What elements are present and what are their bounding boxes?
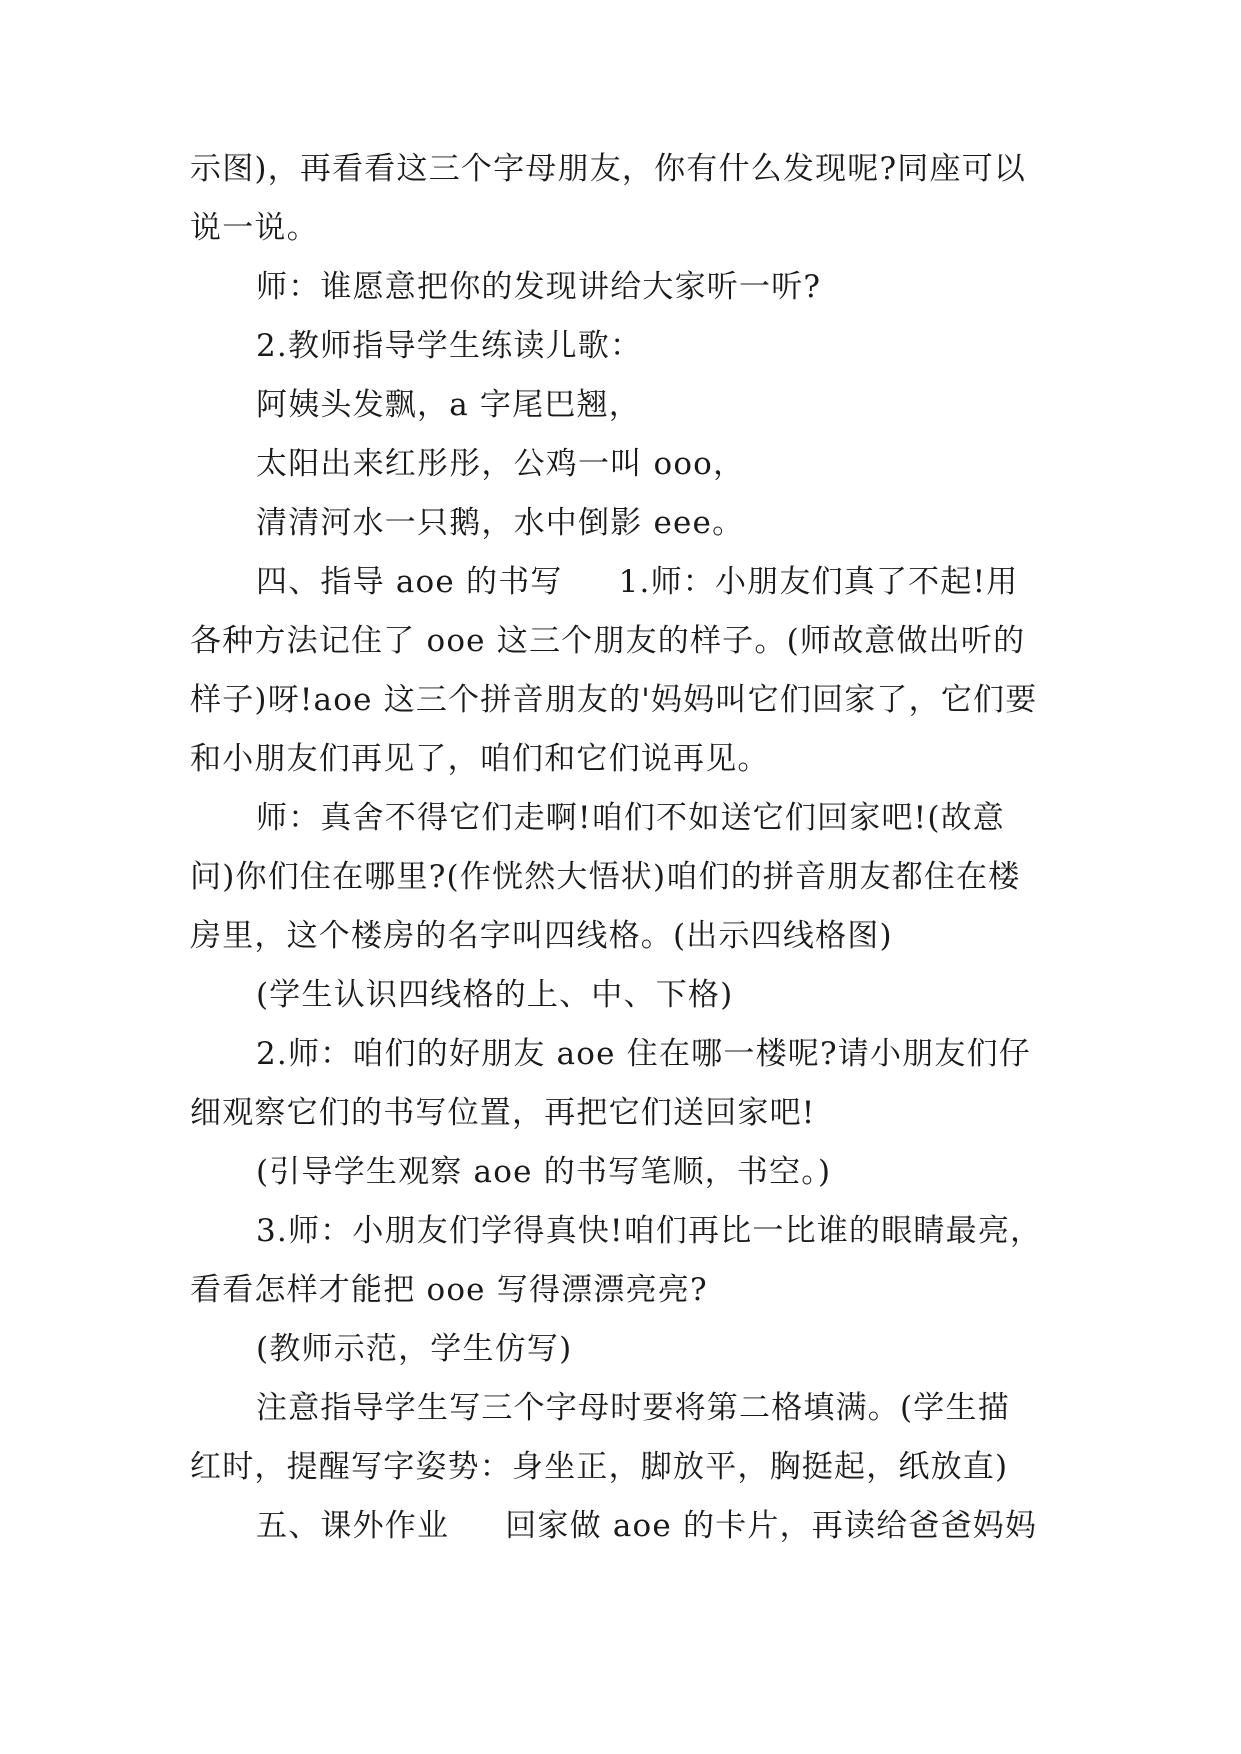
paragraph-line: 红时，提醒写字姿势：身坐正，脚放平，胸挺起，纸放直): [190, 1449, 1009, 1485]
paragraph-line: 各种方法记住了 ooe 这三个朋友的样子。(师故意做出听的: [190, 623, 1026, 659]
paragraph-line: 师：谁愿意把你的发现讲给大家听一听?: [256, 269, 822, 305]
paragraph-line: (教师示范，学生仿写): [256, 1331, 573, 1367]
paragraph-line: 2.师：咱们的好朋友 aoe 住在哪一楼呢?请小朋友们仔: [256, 1036, 1031, 1072]
section-heading-line: [190, 1497, 1060, 1556]
paragraph-line: (学生认识四线格的上、中、下格): [256, 977, 734, 1013]
paragraph-line: 看看怎样才能把 ooe 写得漂漂亮亮?: [190, 1272, 708, 1308]
paragraph-line: 样子)呀!aoe 这三个拼音朋友的'妈妈叫它们回家了，它们要: [190, 682, 1038, 718]
poem-line: 阿姨头发飘，a 字尾巴翘，: [256, 387, 641, 423]
section-heading: 五、课外作业: [256, 1508, 450, 1544]
paragraph-line: 房里，这个楼房的名字叫四线格。(出示四线格图): [190, 918, 893, 954]
poem-line: 清清河水一只鹅，水中倒影 eee。: [256, 505, 745, 541]
paragraph-line: 细观察它们的书写位置，再把它们送回家吧!: [190, 1095, 816, 1131]
paragraph-line: 注意指导学生写三个字母时要将第二格填满。(学生描: [256, 1390, 1010, 1426]
paragraph-line: 3.师：小朋友们学得真快!咱们再比一比谁的眼睛最亮，: [256, 1213, 1043, 1249]
paragraph-line: 和小朋友们再见了，咱们和它们说再见。: [190, 741, 770, 777]
document-body: [190, 140, 1060, 1556]
paragraph-text: 回家做 aoe 的卡片，再读给爸爸妈妈: [505, 1508, 1038, 1544]
paragraph-line: 师：真舍不得它们走啊!咱们不如送它们回家吧!(故意: [256, 800, 1006, 836]
section-heading-line: [190, 553, 1060, 612]
paragraph-line: 2.教师指导学生练读儿歌：: [256, 328, 643, 364]
paragraph-line: (引导学生观察 aoe 的书写笔顺，书空。): [256, 1154, 832, 1190]
paragraph-line: 示图)，再看看这三个字母朋友，你有什么发现呢?同座可以: [190, 151, 1027, 187]
section-heading: 四、指导 aoe 的书写: [256, 564, 563, 600]
paragraph-text: 1.师：小朋友们真了不起!用: [618, 564, 1019, 600]
poem-line: 太阳出来红彤彤，公鸡一叫 ooo，: [256, 446, 746, 482]
paragraph-line: 问)你们住在哪里?(作恍然大悟状)咱们的拼音朋友都住在楼: [190, 859, 1021, 895]
paragraph-line: 说一说。: [190, 210, 319, 246]
